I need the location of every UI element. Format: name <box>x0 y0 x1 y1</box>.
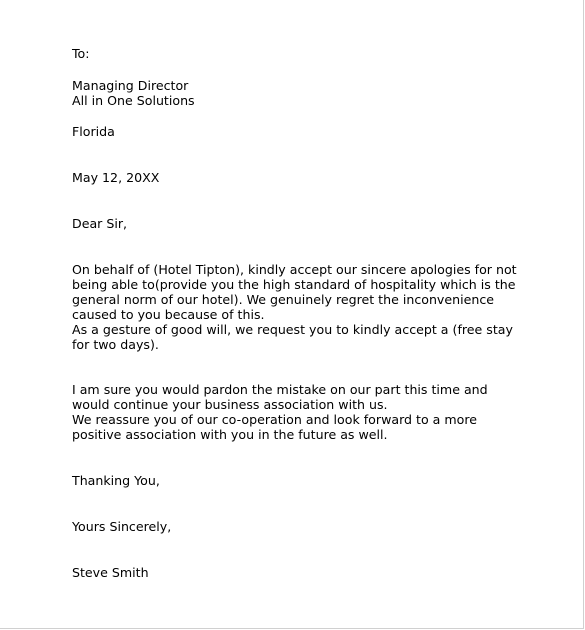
body-line: caused to you because of this. <box>72 307 265 322</box>
closing: Yours Sincerely, <box>72 519 172 534</box>
letter-date: May 12, 20XX <box>72 170 160 185</box>
body-line: positive association with you in the future as well. <box>72 427 388 442</box>
recipient-title: Managing Director <box>72 78 189 93</box>
body-line: would continue your business association with us. <box>72 397 388 412</box>
body-line: general norm of our hotel). We genuinely regret the inconvenience <box>72 292 495 307</box>
body-line: As a gesture of good will, we request you to kindly accept a (free stay <box>72 322 513 337</box>
salutation: Dear Sir, <box>72 216 128 231</box>
body-line: I am sure you would pardon the mistake on our part this time and <box>72 382 488 397</box>
recipient-company: All in One Solutions <box>72 93 195 108</box>
body-line: We reassure you of our co-operation and look forward to a more <box>72 412 478 427</box>
recipient-location: Florida <box>72 124 115 139</box>
signature-name: Steve Smith <box>72 565 149 580</box>
closing-thanks: Thanking You, <box>72 473 160 488</box>
body-line: for two days). <box>72 337 159 352</box>
body-line: On behalf of (Hotel Tipton), kindly accept our sincere apologies for not <box>72 262 517 277</box>
body-line: being able to(provide you the high standard of hospitality which is the <box>72 277 516 292</box>
to-label: To: <box>72 46 90 61</box>
